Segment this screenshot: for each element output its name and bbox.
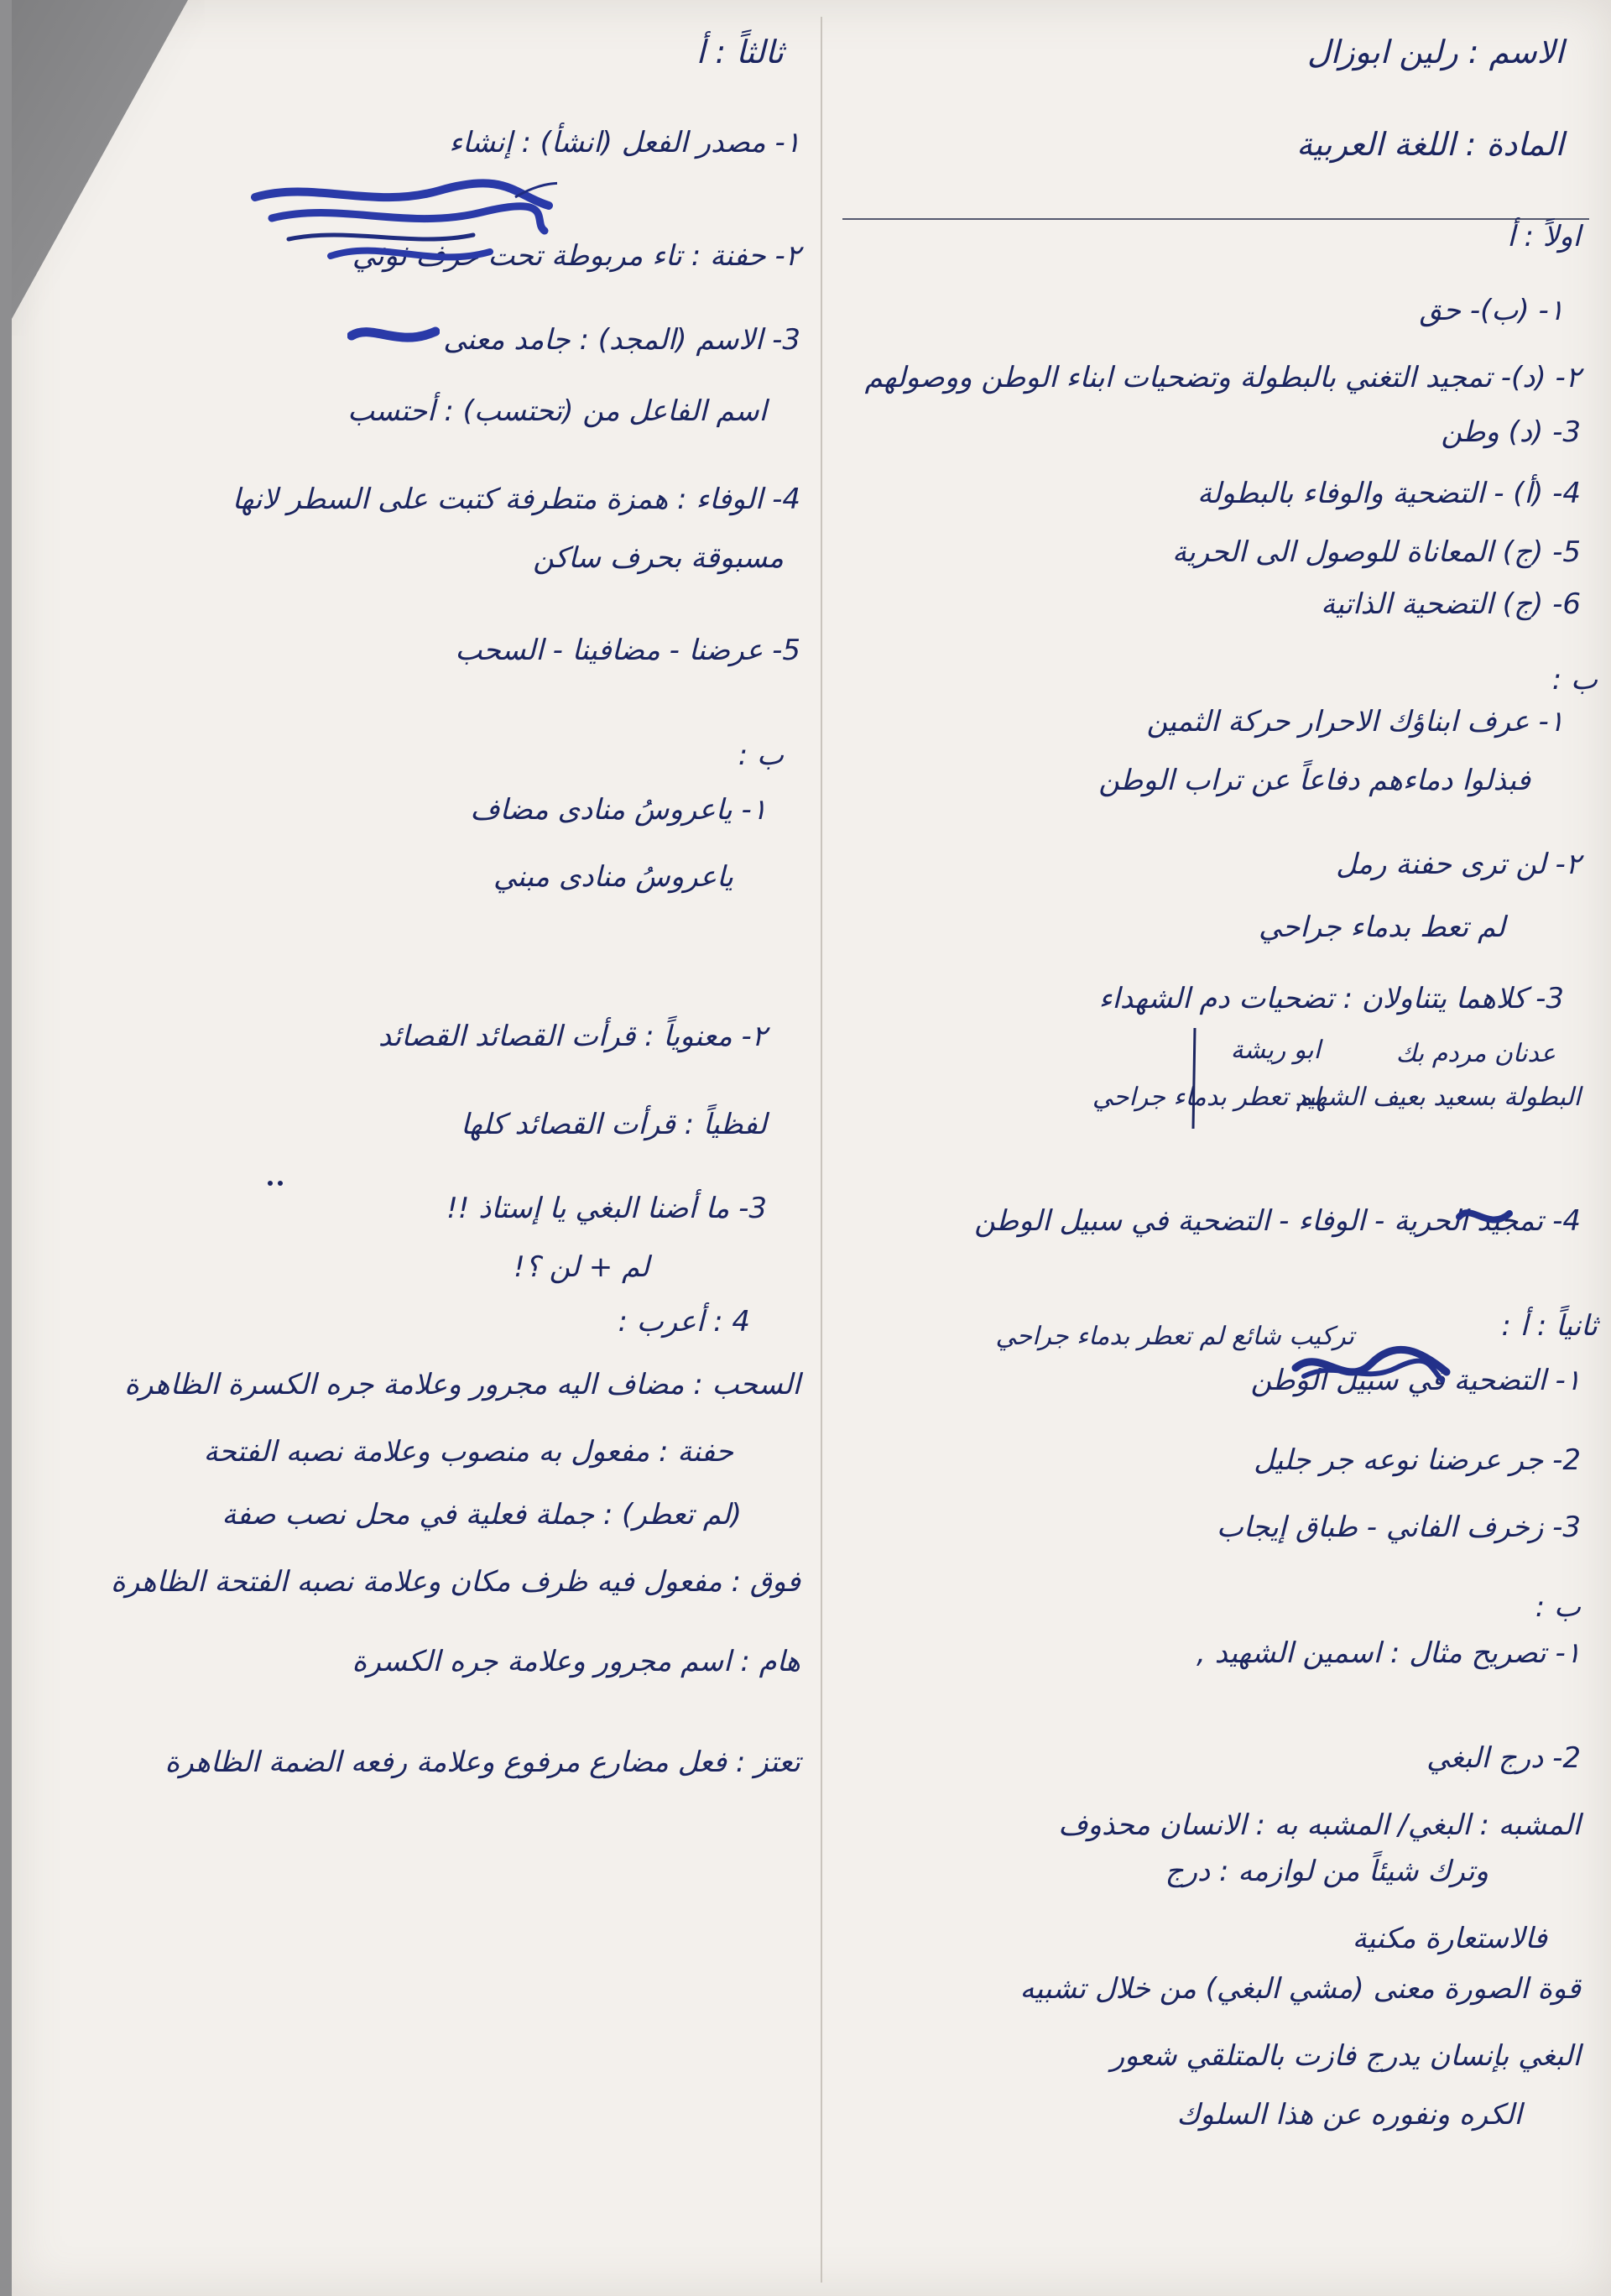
answer-line: ١- ياعروسُ منادى مضاف (470, 793, 767, 827)
section-3-b-heading: ب : (738, 738, 784, 772)
right-column (834, 0, 1598, 2296)
answer-line: ١- (ب)- حق (1419, 294, 1564, 327)
answer-line: 2- جر عرضنا نوعه جر جليل (1254, 1443, 1581, 1477)
answer-line: وترك شيئاً من لوازمه : درج (1165, 1855, 1488, 1888)
answer-line: ١- التضحية في سبيل الوطن (1250, 1364, 1581, 1397)
subject-line: المادة : اللغة العربية (1296, 126, 1564, 163)
answer-line: 3- (د) وطن (1441, 415, 1581, 449)
answer-line: ٢- حفنة : تاء مربوطة تحت حرف ثوثي (352, 239, 800, 273)
answer-line: السحب : مضاف اليه مجرور وعلامة جره الكسرة الظاهرة (124, 1368, 800, 1401)
student-name: الاسم : رلين ابوزال (1306, 34, 1564, 70)
answer-line: الكره ونفوره عن هذا السلوك (1176, 2098, 1522, 2132)
answer-sheet (12, 0, 1611, 2296)
answer-line: 5- عرضنا - مضافينا - السحب (455, 634, 800, 667)
section-2-b-heading: ب : (1535, 1590, 1581, 1624)
left-column (29, 0, 817, 2296)
answer-line: حفنة : مفعول به منصوب وعلامة نصبه الفتحة (203, 1435, 733, 1469)
answer-line: 4- (أ) - التضحية والوفاء بالبطولة (1197, 477, 1581, 510)
table-cell-right: البطولة بسعيد بعيف الشهيد (1295, 1083, 1581, 1112)
answer-line: البغي بإنسان يدرج فازت بالمتلقي شعور (1110, 2039, 1581, 2073)
answer-line: فالاستعارة مكنية (1352, 1922, 1547, 1955)
answer-line: 4 : أعرب : (618, 1305, 750, 1338)
answer-line: 5- (ج) المعاناة للوصول الى الحرية (1172, 535, 1581, 569)
answer-line: 4- الوفاء : همزة متطرفة كتبت على السطر لانها (232, 483, 800, 516)
answer-line: مسبوقة بحرف ساكن (533, 541, 784, 575)
answer-line: لفظياً : قرأت القصائد كلها (461, 1108, 767, 1141)
answer-line: ١- عرف ابناؤك الاحرار حركة الثمين (1146, 705, 1564, 738)
answer-line: فبذلوا دماءهم دفاعاً عن تراب الوطن (1098, 764, 1530, 797)
answer-line: المشبه : البغي/ المشبه به : الانسان محذوف (1058, 1808, 1581, 1842)
table-header-left: ابو ريشة (1230, 1036, 1321, 1065)
answer-line: 2- درج البغي (1426, 1741, 1581, 1775)
annotation-above: تركيب شائع لم تعطر بدماء جراحي (995, 1322, 1354, 1351)
answer-line: هام : اسم مجرور وعلامة جره الكسرة (352, 1645, 800, 1678)
answer-line: ١- تصريح مثال : اسمين الشهيد , (1197, 1636, 1581, 1670)
section-2-a-heading: ثانياً : أ : (1501, 1309, 1598, 1343)
table-cell-left: لم تعطر بدماء جراحي (1092, 1083, 1321, 1112)
answer-line: اسم الفاعل من (تحتسب) : أحتسب (347, 394, 767, 428)
section-1-b-heading: ب : (1551, 663, 1598, 697)
answer-line: (لم تعطر) : جملة فعلية في محل نصب صفة (222, 1498, 742, 1532)
table-divider-mark (1186, 1028, 1203, 1129)
crossed-out-scribble (347, 319, 440, 352)
answer-line: 3- الاسم (المجد) : جامد معنى (443, 323, 800, 357)
answer-line: 4- تمجيد الحرية - الوفاء - التضحية في سبيل الوطن (974, 1204, 1581, 1238)
scribble-mark (1287, 1343, 1455, 1393)
scribble-mark (1455, 1198, 1514, 1235)
answer-line: 3- زخرف الفاني - طباق إيجاب (1216, 1511, 1581, 1544)
answer-line: تعتز : فعل مضارع مرفوع وعلامة رفعه الضمة الظاهرة (164, 1745, 800, 1779)
answer-line: 3- كلاهما يتناولان : تضحيات دم الشهداء (1098, 982, 1564, 1015)
section-1-a-heading: اولاً : أ (1507, 220, 1581, 253)
column-divider (821, 17, 822, 2283)
answer-line: 3- ما أضنا البغي يا إستاذ !! (446, 1192, 767, 1225)
answer-line: ٢- معنوياً : قرأت القصائد القصائد (378, 1020, 767, 1053)
answer-line: قوة الصورة معنى (مشي البغي) من خلال تشبيه (1019, 1972, 1581, 2006)
answer-line: لم تعط بدماء جراحي (1259, 911, 1505, 944)
crossed-out-scribble (238, 172, 557, 290)
answer-line: ٢- لن ترى حفنة رمل (1336, 848, 1581, 881)
answer-line: 6- (ج) التضحية الذاتية (1321, 587, 1581, 621)
answer-line: ياعروسُ منادى مبني (493, 860, 733, 894)
answer-line: ٢- (د)- تمجيد التغني بالبطولة وتضحيات ابناء الوطن ووصولهم (864, 361, 1581, 394)
answer-line: فوق : مفعول فيه ظرف مكان وعلامة نصبه الفتحة الظاهرة (111, 1565, 800, 1599)
answer-line: ١- مصدر الفعل (انشأ) : إنشاء (449, 126, 800, 159)
answer-line: لم + لن ؟! (514, 1250, 649, 1284)
ink-dots (263, 1175, 289, 1200)
table-header-right: عدنان مردم بك (1395, 1039, 1556, 1068)
section-3-a-heading: ثالثاً : أ (696, 34, 784, 70)
